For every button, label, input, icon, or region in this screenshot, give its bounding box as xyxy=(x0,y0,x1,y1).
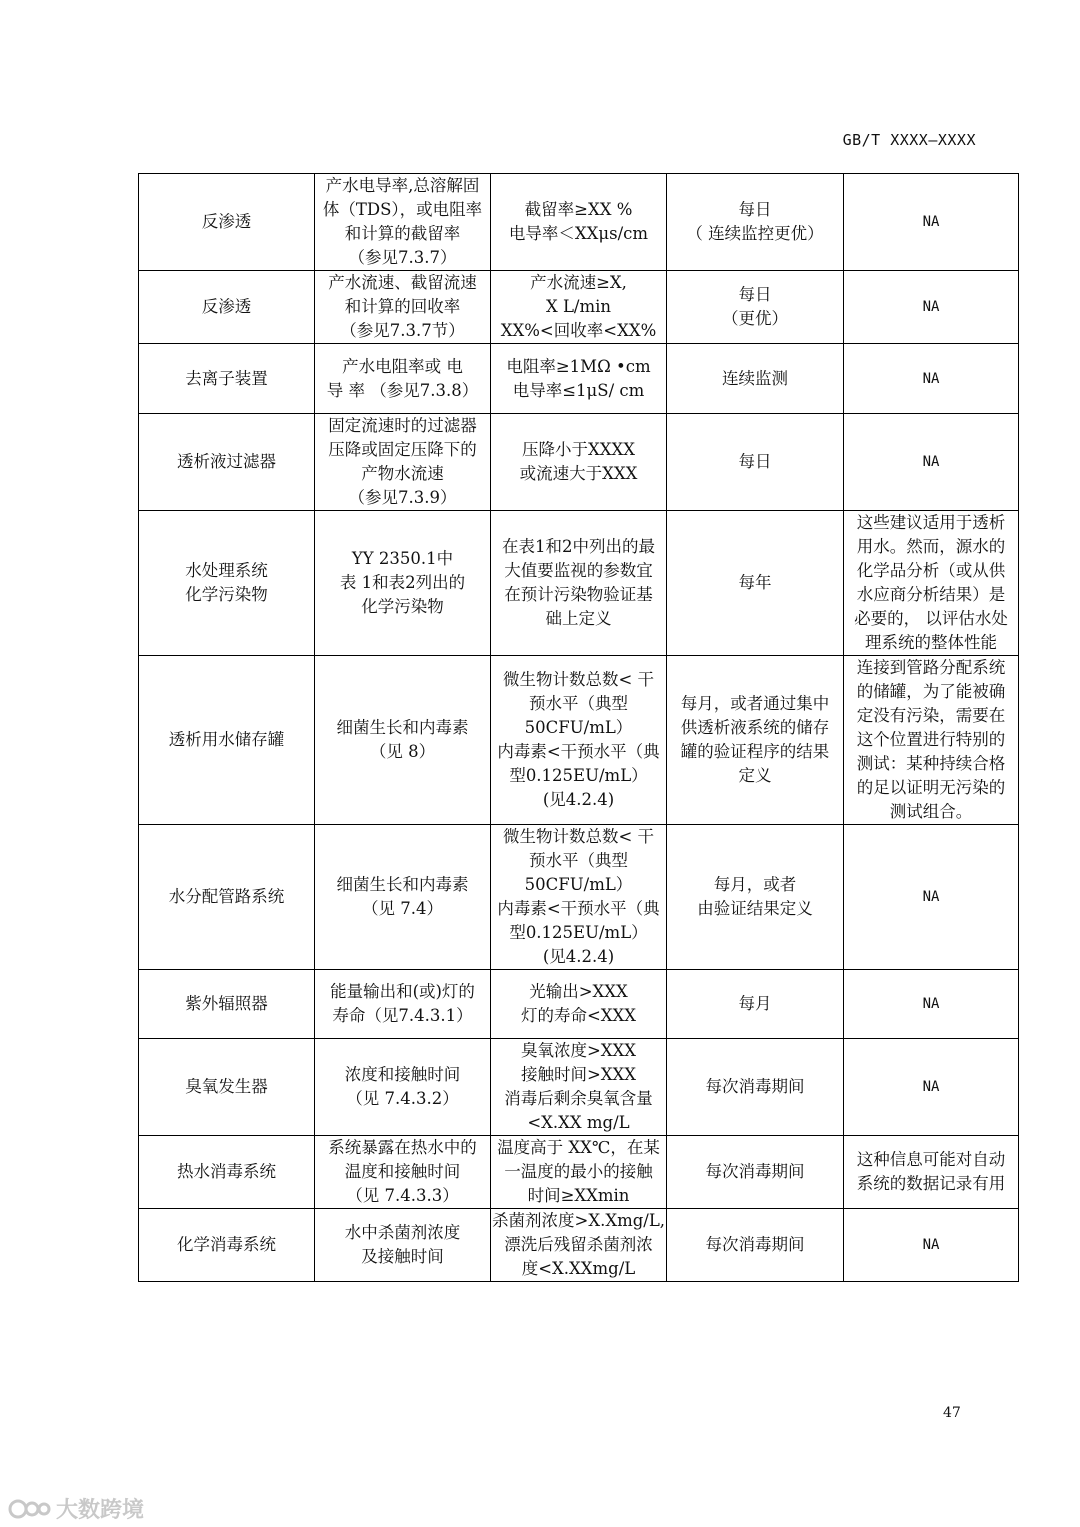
cell-line: 微生物计数总数< 干 xyxy=(502,827,655,846)
watermark-text: 大数跨境 xyxy=(56,1498,145,1523)
cell-line: 表 1和表2列出的 xyxy=(339,573,466,592)
cell-line: 型0.125EU/mL） xyxy=(509,923,648,942)
cell-line: （见 7.4） xyxy=(362,899,443,918)
table-row xyxy=(139,174,1019,271)
cell-line: 理系统的整体性能 xyxy=(865,633,997,652)
component-cell xyxy=(139,825,315,970)
cell-line: NA xyxy=(922,1079,940,1095)
cell-line: 用水。然而，源水的 xyxy=(856,537,1006,556)
cell-line: 在预计污染物验证基 xyxy=(504,585,653,604)
table-row xyxy=(139,271,1019,344)
cell-line: 产水电导率,总溶解固 xyxy=(325,176,480,195)
cell-line: 定没有污染，需要在 xyxy=(856,706,1006,725)
cell-line: 和计算的回收率 xyxy=(344,297,461,316)
cell-line: 紫外辐照器 xyxy=(185,994,268,1013)
document-code: GB/T XXXX—XXXX xyxy=(842,131,976,149)
cell-line: 这些建议适用于透析 xyxy=(856,513,1006,532)
cell-line: 体（TDS），或电阻率 xyxy=(322,200,483,219)
component-cell xyxy=(139,656,315,825)
frequency-cell xyxy=(667,174,844,271)
cell-line: （参见7.3.7） xyxy=(348,248,457,267)
cell-line: 和计算的截留率 xyxy=(344,224,461,243)
cell-line: （见 8） xyxy=(369,742,436,761)
cell-line: 产水流速≥X, xyxy=(530,273,627,292)
cell-line: （参见7.3.7节） xyxy=(340,321,465,340)
cell-line: 预水平（典型 xyxy=(529,694,628,713)
table-row xyxy=(139,1136,1019,1209)
criterion-cell xyxy=(491,1209,667,1282)
cell-line: 大值要监视的参数宜 xyxy=(504,561,653,580)
cell-line: 50CFU/mL） xyxy=(524,875,633,894)
cell-line: （更优） xyxy=(722,309,788,328)
cell-line: 的足以证明无污染的 xyxy=(856,778,1006,797)
cell-line: 必要的， 以评估水处 xyxy=(854,609,1008,628)
criterion-cell xyxy=(491,344,667,414)
cell-line: 水应商分析结果）是 xyxy=(856,585,1006,604)
cell-line: 型0.125EU/mL） xyxy=(509,766,648,785)
criterion-cell xyxy=(491,1136,667,1209)
cell-line: 一温度的最小的接触 xyxy=(504,1162,653,1181)
cell-line: 臭氧发生器 xyxy=(185,1077,268,1096)
parameter-cell xyxy=(315,825,491,970)
cell-line: 电导率≤1μS/ cm xyxy=(512,380,645,400)
cell-line: 产水流速、截留流速 xyxy=(328,273,477,292)
parameter-cell xyxy=(315,1039,491,1136)
cell-line: 导 率 （参见7.3.8） xyxy=(326,380,479,400)
note-cell xyxy=(844,1136,1019,1209)
frequency-cell xyxy=(667,414,844,511)
cell-line: NA xyxy=(922,996,940,1012)
cell-line: 产水电阻率或 电 xyxy=(342,356,463,376)
cell-line: 的储罐，为了能被确 xyxy=(856,682,1006,701)
watermark-logo-icon xyxy=(8,1497,52,1521)
cell-line: 每日 xyxy=(738,200,772,219)
cell-line: 内毒素<干预水平（典 xyxy=(497,899,660,918)
cell-line: 每次消毒期间 xyxy=(705,1077,805,1096)
note-cell xyxy=(844,511,1019,656)
cell-line: 这种信息可能对自动 xyxy=(856,1150,1006,1169)
cell-line: 细菌生长和内毒素 xyxy=(336,875,469,894)
note-cell xyxy=(844,414,1019,511)
cell-line: 系统暴露在热水中的 xyxy=(328,1138,477,1157)
cell-line: YY 2350.1中 xyxy=(351,549,454,568)
cell-line: 温度高于 XX℃，在某 xyxy=(497,1138,660,1157)
cell-line: 每月，或者通过集中 xyxy=(680,694,830,713)
cell-line: 及接触时间 xyxy=(361,1247,444,1266)
cell-line: 水处理系统 xyxy=(185,561,268,580)
cell-line: 础上定义 xyxy=(545,609,612,628)
parameter-cell xyxy=(315,1209,491,1282)
table-row xyxy=(139,825,1019,970)
parameter-cell xyxy=(315,656,491,825)
component-cell xyxy=(139,344,315,414)
cell-line: 每日 xyxy=(738,452,772,471)
criterion-cell xyxy=(491,1039,667,1136)
frequency-cell xyxy=(667,271,844,344)
cell-line: 漂洗后残留杀菌剂浓 xyxy=(504,1235,653,1254)
cell-line: 时间≥XXmin xyxy=(527,1186,630,1205)
cell-line: 在表1和2中列出的最 xyxy=(502,537,655,556)
cell-line: 化学污染物 xyxy=(361,597,444,616)
frequency-cell xyxy=(667,1209,844,1282)
criterion-cell xyxy=(491,970,667,1039)
cell-line: （ 连续监控更优） xyxy=(686,224,824,243)
cell-line: X L/min xyxy=(545,297,612,316)
cell-line: 每月，或者 xyxy=(713,875,797,894)
criterion-cell xyxy=(491,656,667,825)
cell-line: 预水平（典型 xyxy=(529,851,628,870)
frequency-cell xyxy=(667,1039,844,1136)
cell-line: （参见7.3.9） xyxy=(348,488,457,507)
monitoring-table xyxy=(138,173,1019,1282)
note-cell xyxy=(844,1209,1019,1282)
component-cell xyxy=(139,511,315,656)
cell-line: 内毒素<干预水平（典 xyxy=(497,742,660,761)
cell-line: 光输出>XXX xyxy=(529,982,628,1001)
cell-line: 水分配管路系统 xyxy=(168,887,285,906)
cell-line: 连续监测 xyxy=(722,368,788,388)
cell-line: 定义 xyxy=(738,766,772,785)
frequency-cell xyxy=(667,344,844,414)
cell-line: 能量输出和(或)灯的 xyxy=(330,982,475,1001)
parameter-cell xyxy=(315,1136,491,1209)
cell-line: 每次消毒期间 xyxy=(705,1235,805,1254)
cell-line: 这个位置进行特别的 xyxy=(856,730,1006,749)
cell-line: 细菌生长和内毒素 xyxy=(336,718,469,737)
cell-line: 压降或固定压降下的 xyxy=(328,440,477,459)
table-row xyxy=(139,1039,1019,1136)
cell-line: 每月 xyxy=(738,994,772,1013)
note-cell xyxy=(844,970,1019,1039)
frequency-cell xyxy=(667,825,844,970)
cell-line: 固定流速时的过滤器 xyxy=(328,416,477,435)
component-cell xyxy=(139,271,315,344)
note-cell xyxy=(844,1039,1019,1136)
table-row xyxy=(139,970,1019,1039)
cell-line: NA xyxy=(922,889,940,905)
cell-line: NA xyxy=(922,299,940,315)
cell-line: 温度和接触时间 xyxy=(344,1162,461,1181)
cell-line: 测试：某种持续合格 xyxy=(856,754,1006,773)
cell-line: （见 7.4.3.3） xyxy=(346,1186,459,1205)
cell-line: 或流速大于XXX xyxy=(519,464,638,483)
cell-line: NA xyxy=(922,1237,940,1253)
table-row xyxy=(139,414,1019,511)
table-row xyxy=(139,656,1019,825)
cell-line: 50CFU/mL） xyxy=(524,718,633,737)
cell-line: 消毒后剩余臭氧含量 xyxy=(504,1089,653,1108)
cell-line: 透析液过滤器 xyxy=(177,452,276,471)
table-row xyxy=(139,344,1019,414)
frequency-cell xyxy=(667,511,844,656)
cell-line: 截留率≥XX % xyxy=(524,200,633,219)
cell-line: 电阻率≥1MΩ •cm xyxy=(506,356,651,376)
criterion-cell xyxy=(491,414,667,511)
cell-line: （见 7.4.3.2） xyxy=(346,1089,459,1108)
cell-line: 热水消毒系统 xyxy=(177,1162,276,1181)
component-cell xyxy=(139,1209,315,1282)
cell-line: 化学污染物 xyxy=(185,585,268,604)
cell-line: 每年 xyxy=(738,573,772,592)
cell-line: XX%<回收率<XX% xyxy=(500,321,657,340)
cell-line: 杀菌剂浓度>X.Xmg/L, xyxy=(492,1211,666,1230)
cell-line: 连接到管路分配系统 xyxy=(856,658,1006,677)
parameter-cell xyxy=(315,414,491,511)
cell-line: 透析用水储存罐 xyxy=(168,730,285,749)
cell-line: 寿命（见7.4.3.1） xyxy=(332,1006,473,1025)
component-cell xyxy=(139,414,315,511)
parameter-cell xyxy=(315,511,491,656)
cell-line: 产物水流速 xyxy=(361,464,444,483)
frequency-cell xyxy=(667,656,844,825)
note-cell xyxy=(844,825,1019,970)
criterion-cell xyxy=(491,825,667,970)
cell-line: 臭氧浓度>XXX xyxy=(520,1041,637,1060)
component-cell xyxy=(139,174,315,271)
component-cell xyxy=(139,1136,315,1209)
frequency-cell xyxy=(667,970,844,1039)
cell-line: 每日 xyxy=(738,285,772,304)
cell-line: NA xyxy=(922,214,940,230)
parameter-cell xyxy=(315,271,491,344)
component-cell xyxy=(139,970,315,1039)
cell-line: 反渗透 xyxy=(201,297,252,316)
cell-line: 每次消毒期间 xyxy=(705,1162,805,1181)
cell-line: NA xyxy=(922,454,940,470)
cell-line: 度<X.XXmg/L xyxy=(521,1259,636,1278)
cell-line: 反渗透 xyxy=(201,212,252,231)
cell-line: 罐的验证程序的结果 xyxy=(680,742,830,761)
note-cell xyxy=(844,271,1019,344)
cell-line: 化学消毒系统 xyxy=(177,1235,276,1254)
cell-line: NA xyxy=(922,370,940,387)
cell-line: 供透析液系统的储存 xyxy=(680,718,830,737)
parameter-cell xyxy=(315,174,491,271)
watermark xyxy=(8,1493,144,1524)
component-cell xyxy=(139,1039,315,1136)
note-cell xyxy=(844,656,1019,825)
cell-line: 水中杀菌剂浓度 xyxy=(344,1223,461,1242)
cell-line: (见4.2.4) xyxy=(542,947,615,966)
parameter-cell xyxy=(315,344,491,414)
cell-line: 浓度和接触时间 xyxy=(344,1065,461,1084)
cell-line: 测试组合。 xyxy=(889,802,973,821)
cell-line: 压降小于XXXX xyxy=(522,440,635,459)
table-row xyxy=(139,511,1019,656)
cell-line: 接触时间>XXX xyxy=(520,1065,637,1084)
cell-line: 去离子装置 xyxy=(185,368,268,388)
cell-line: 化学品分析（或从供 xyxy=(856,561,1006,580)
note-cell xyxy=(844,344,1019,414)
cell-line: 电导率＜XXμs/cm xyxy=(508,224,649,243)
cell-line: 微生物计数总数< 干 xyxy=(502,670,655,689)
frequency-cell xyxy=(667,1136,844,1209)
cell-line: <X.XX mg/L xyxy=(527,1113,630,1132)
criterion-cell xyxy=(491,271,667,344)
page-number: 47 xyxy=(943,1405,961,1421)
cell-line: 由验证结果定义 xyxy=(697,899,813,918)
criterion-cell xyxy=(491,174,667,271)
cell-line: 灯的寿命<XXX xyxy=(520,1006,637,1025)
table-row xyxy=(139,1209,1019,1282)
note-cell xyxy=(844,174,1019,271)
cell-line: (见4.2.4) xyxy=(542,790,615,809)
parameter-cell xyxy=(315,970,491,1039)
criterion-cell xyxy=(491,511,667,656)
cell-line: 系统的数据记录有用 xyxy=(856,1174,1006,1193)
